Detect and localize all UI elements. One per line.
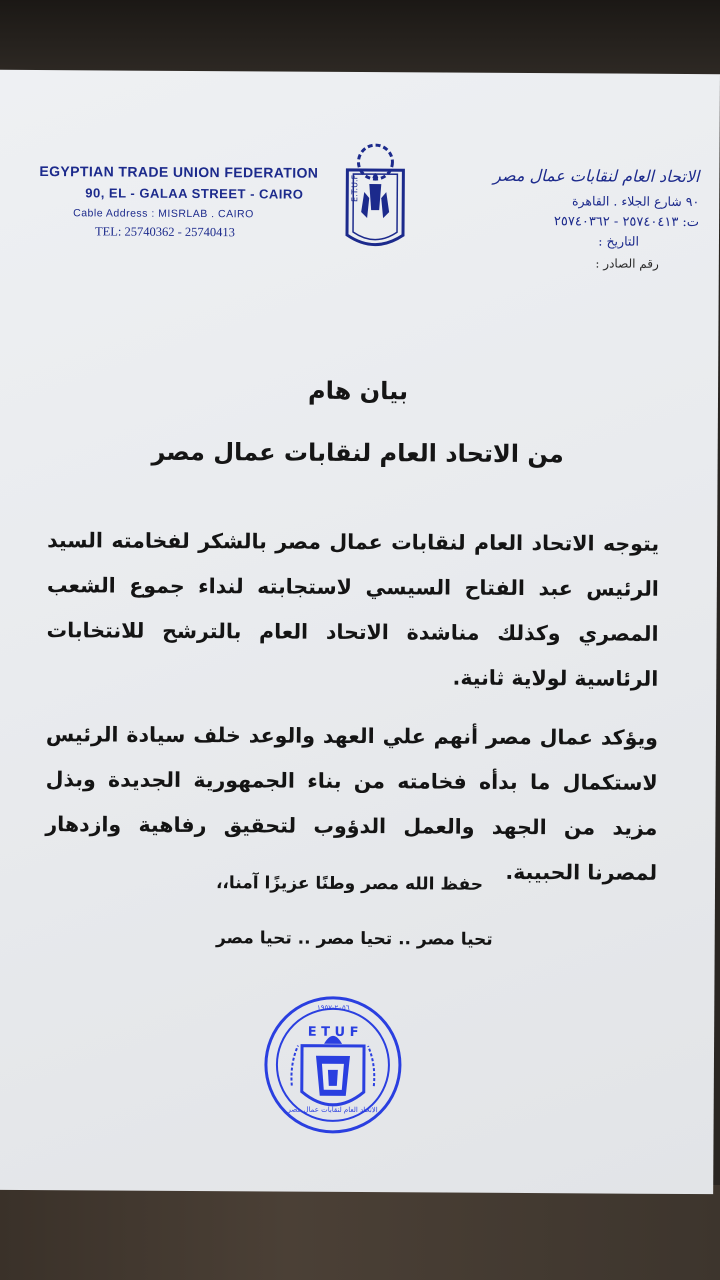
statement-paragraph: ويؤكد عمال مصر أنهم علي العهد والوعد خلف سيادة الرئيس لاستكمال ما بدأه فخامته من بناء الجمهورية الجديدة وبذل مزيد من الجهد والعمل الدؤوب لتحقيق رفاهية وازدهار لمصرنا الحبيبة. <box>45 722 659 885</box>
stamp-top-text: ٢٠٥٦-١٩٥٧ <box>316 1003 350 1012</box>
letterhead-arabic <box>409 165 700 271</box>
document-subtitle: من الاتحاد العام لنقابات عمال مصر <box>151 437 564 469</box>
letterhead-english <box>39 163 329 241</box>
statement-body <box>45 518 659 910</box>
logo-letters: E.T.U.F <box>350 174 360 202</box>
document-title: بيان هام <box>308 376 409 406</box>
stamp-bottom-text: الاتحاد العام لنقابات عمال مصر <box>287 1105 378 1115</box>
date-label: التاريخ : <box>598 233 640 249</box>
official-stamp <box>262 993 405 1136</box>
org-name-arabic: الاتحاد العام لنقابات عمال مصر <box>493 165 700 187</box>
telephone-arabic: ت: ٢٥٧٤٠٤١٣ - ٢٥٧٤٠٣٦٢ <box>553 214 700 231</box>
address-english: 90, EL - GALAA STREET - CAIRO <box>85 185 304 202</box>
closing-prayer: حفظ الله مصر وطنًا عزيزًا آمنا،، <box>215 873 484 895</box>
address-arabic: ٩٠ شارع الجلاء . القاهرة <box>571 193 700 210</box>
stamp-letters: E T U F <box>307 1024 359 1041</box>
cable-address: Cable Address : MISRLAB . CAIRO <box>73 207 254 221</box>
federation-logo <box>339 140 412 256</box>
photo-background-top <box>0 0 720 80</box>
telephone-english: TEL: 25740362 - 25740413 <box>94 224 235 240</box>
closing-slogan: تحيا مصر .. تحيا مصر .. تحيا مصر <box>215 928 493 950</box>
photo-background-bottom <box>0 1185 720 1280</box>
org-name-english: EGYPTIAN TRADE UNION FEDERATION <box>39 163 319 181</box>
letter-paper <box>0 70 720 1194</box>
statement-paragraph: يتوجه الاتحاد العام لنقابات عمال مصر بالشكر لفخامته السيد الرئيس عبد الفتاح السيسي لاستجابته لنداء جموع الشعب المصري وكذلك مناشدة الاتحاد العام بالترشح للانتخابات الرئاسية لولاية ثانية. <box>46 528 660 691</box>
reference-number-label: رقم الصادر : <box>595 256 659 271</box>
